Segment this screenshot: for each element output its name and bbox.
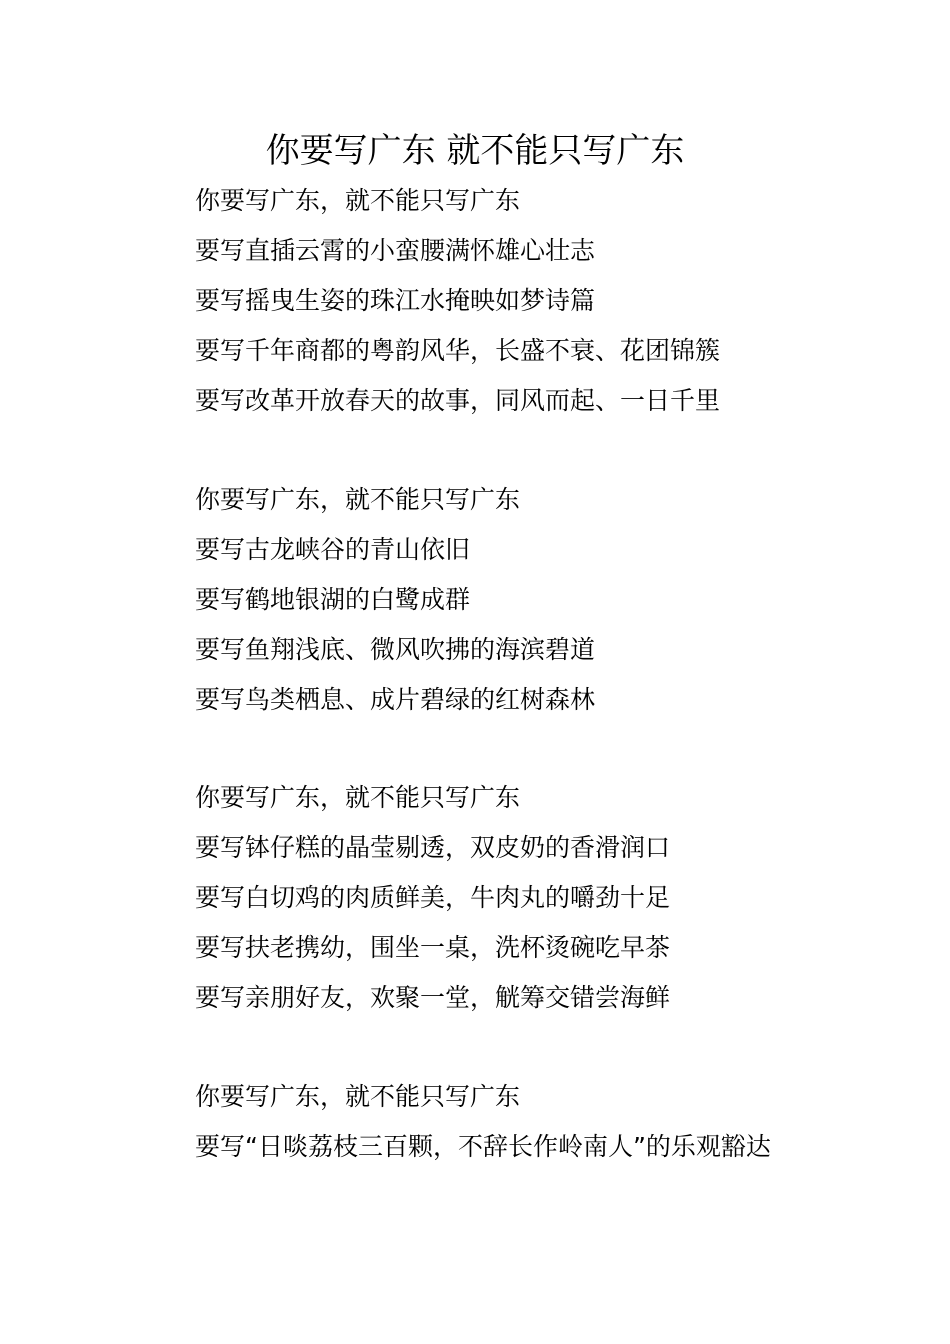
stanza-line: 要写钵仔糕的晶莹剔透，双皮奶的香滑润口: [195, 833, 671, 862]
stanza-1: [195, 176, 895, 426]
stanza-line: 要写千年商都的粤韵风华，长盛不衰、花团锦簇: [195, 336, 721, 365]
stanza-line: 要写扶老携幼，围坐一桌，洗杯烫碗吃早茶: [195, 933, 671, 962]
stanza-line: 要写鸟类栖息、成片碧绿的红树森林: [195, 685, 596, 714]
stanza-3: [195, 773, 895, 1023]
page-title: 你要写广东 就不能只写广东: [265, 131, 685, 171]
stanza-line: 你要写广东，就不能只写广东: [195, 783, 521, 812]
stanza-line: 要写直插云霄的小蛮腰满怀雄心壮志: [195, 236, 596, 265]
stanza-line: 你要写广东，就不能只写广东: [195, 1082, 521, 1111]
stanza-line: 要写亲朋好友，欢聚一堂，觥筹交错尝海鲜: [195, 983, 671, 1012]
stanza-line: 要写鱼翔浅底、微风吹拂的海滨碧道: [195, 635, 596, 664]
stanza-line: 要写白切鸡的肉质鲜美，牛肉丸的嚼劲十足: [195, 883, 671, 912]
final-paragraph: 要写“日啖荔枝三百颗，不辞长作岭南人”的乐观豁达: [195, 1132, 771, 1161]
stanza-line: 你要写广东，就不能只写广东: [195, 485, 521, 514]
stanza-line: 要写摇曳生姿的珠江水掩映如梦诗篇: [195, 286, 596, 315]
stanza-2: [195, 475, 895, 725]
stanza-4: [195, 1072, 895, 1122]
stanza-line: 要写鹤地银湖的白鹭成群: [195, 585, 471, 614]
stanza-line: 要写古龙峡谷的青山依旧: [195, 535, 471, 564]
stanza-line: 要写改革开放春天的故事，同风而起、一日千里: [195, 386, 721, 415]
stanza-line: 你要写广东，就不能只写广东: [195, 186, 521, 215]
